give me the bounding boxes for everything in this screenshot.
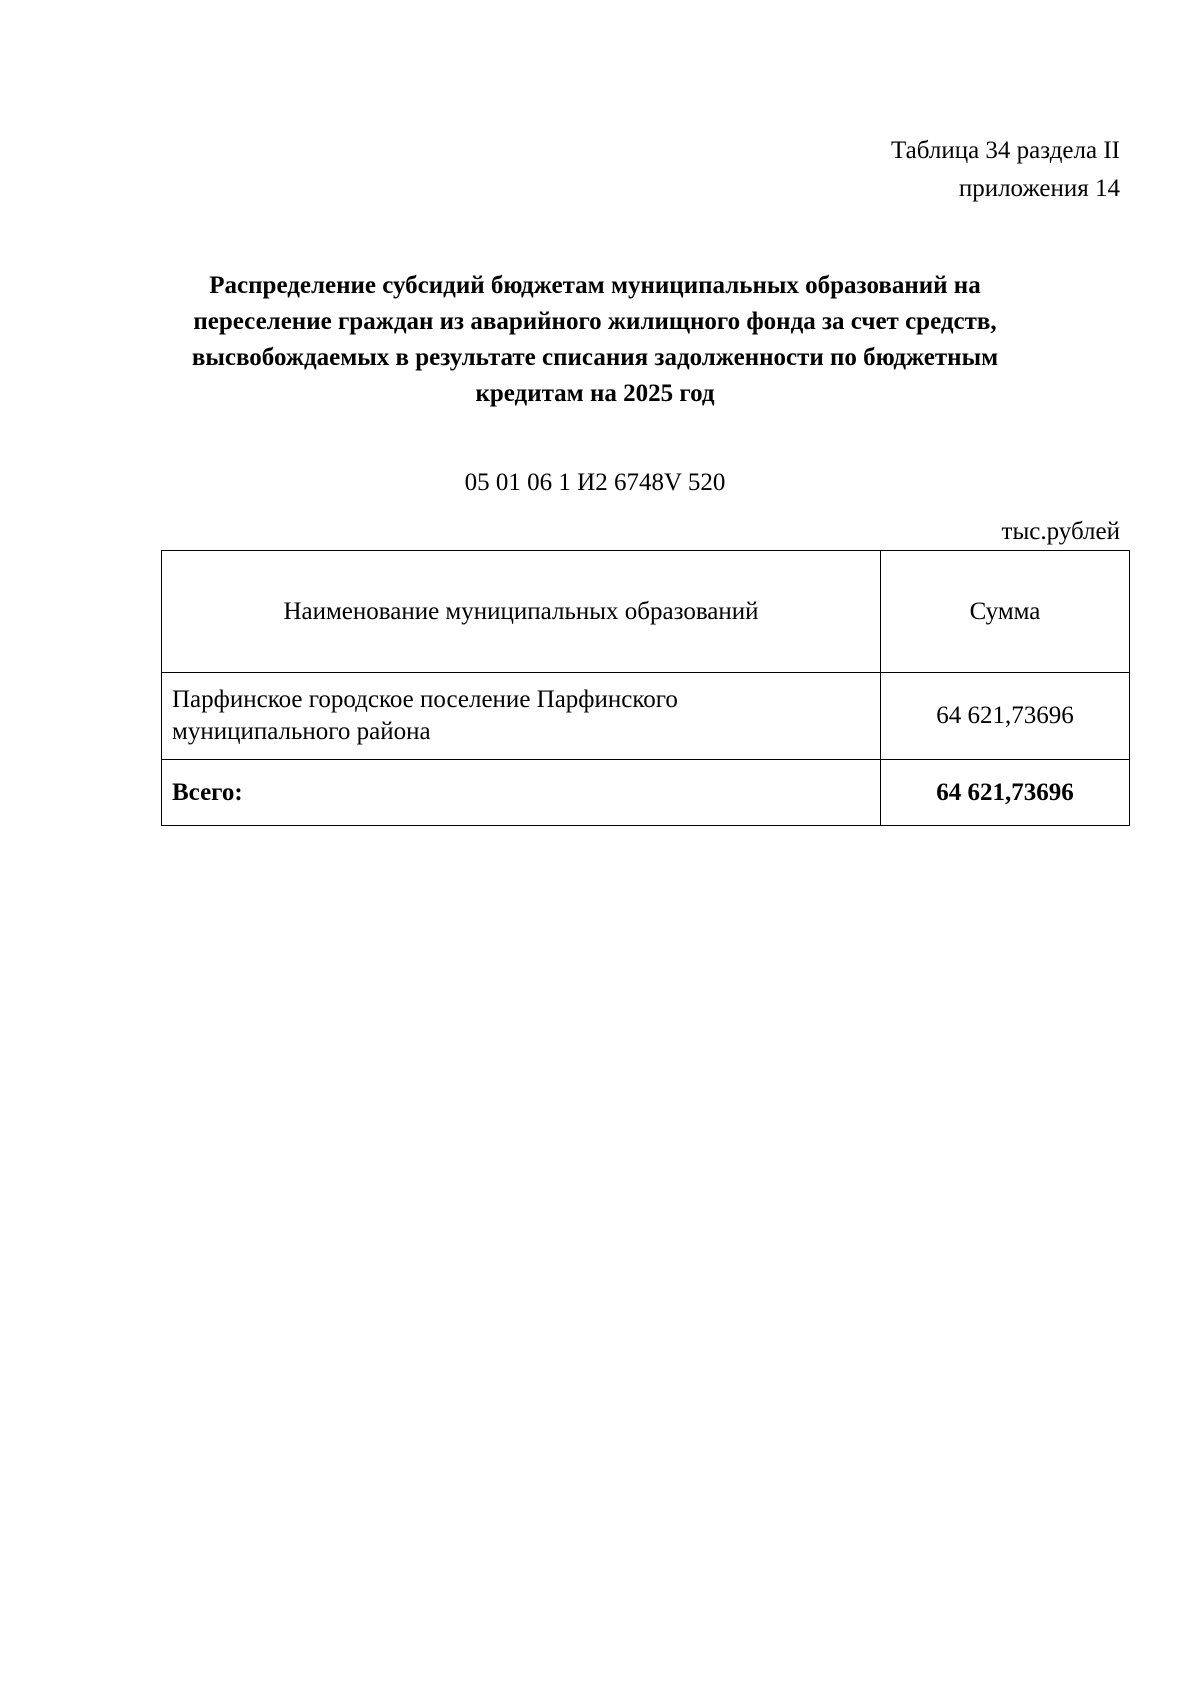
header-sum-column: Сумма [880,551,1129,673]
total-amount-cell: 64 621,73696 [880,760,1129,826]
title-line: высвобождаемых в результате списания задолженности по бюджетным [191,344,999,371]
title-line: переселение граждан из аварийного жилищного фонда за счет средств, [193,308,997,335]
municipality-name-cell [162,673,881,760]
header-name-column: Наименование муниципальных образований [162,551,881,673]
title-line: кредитам на 2025 год [475,380,715,407]
amount-cell: 64 621,73696 [880,673,1129,760]
units-label: тыс.рублей [1001,518,1120,545]
table-header-row [162,551,1130,673]
total-row [162,760,1130,826]
table-row [162,673,1130,760]
total-label-cell: Всего: [162,760,881,826]
title-line: Распределение субсидий бюджетам муниципальных образований на [209,272,981,299]
appendix-reference: приложения 14 [958,175,1120,202]
subsidy-allocation-table [161,550,1130,826]
budget-classification-code: 05 01 06 1 И2 6748V 520 [464,469,726,496]
municipality-name-line: Парфинское городское поселение Парфинского [172,686,678,713]
document-header [891,132,1120,208]
document-title [150,268,1040,412]
municipality-name-line: муниципального района [172,718,431,745]
table-reference: Таблица 34 раздела II [891,137,1120,164]
